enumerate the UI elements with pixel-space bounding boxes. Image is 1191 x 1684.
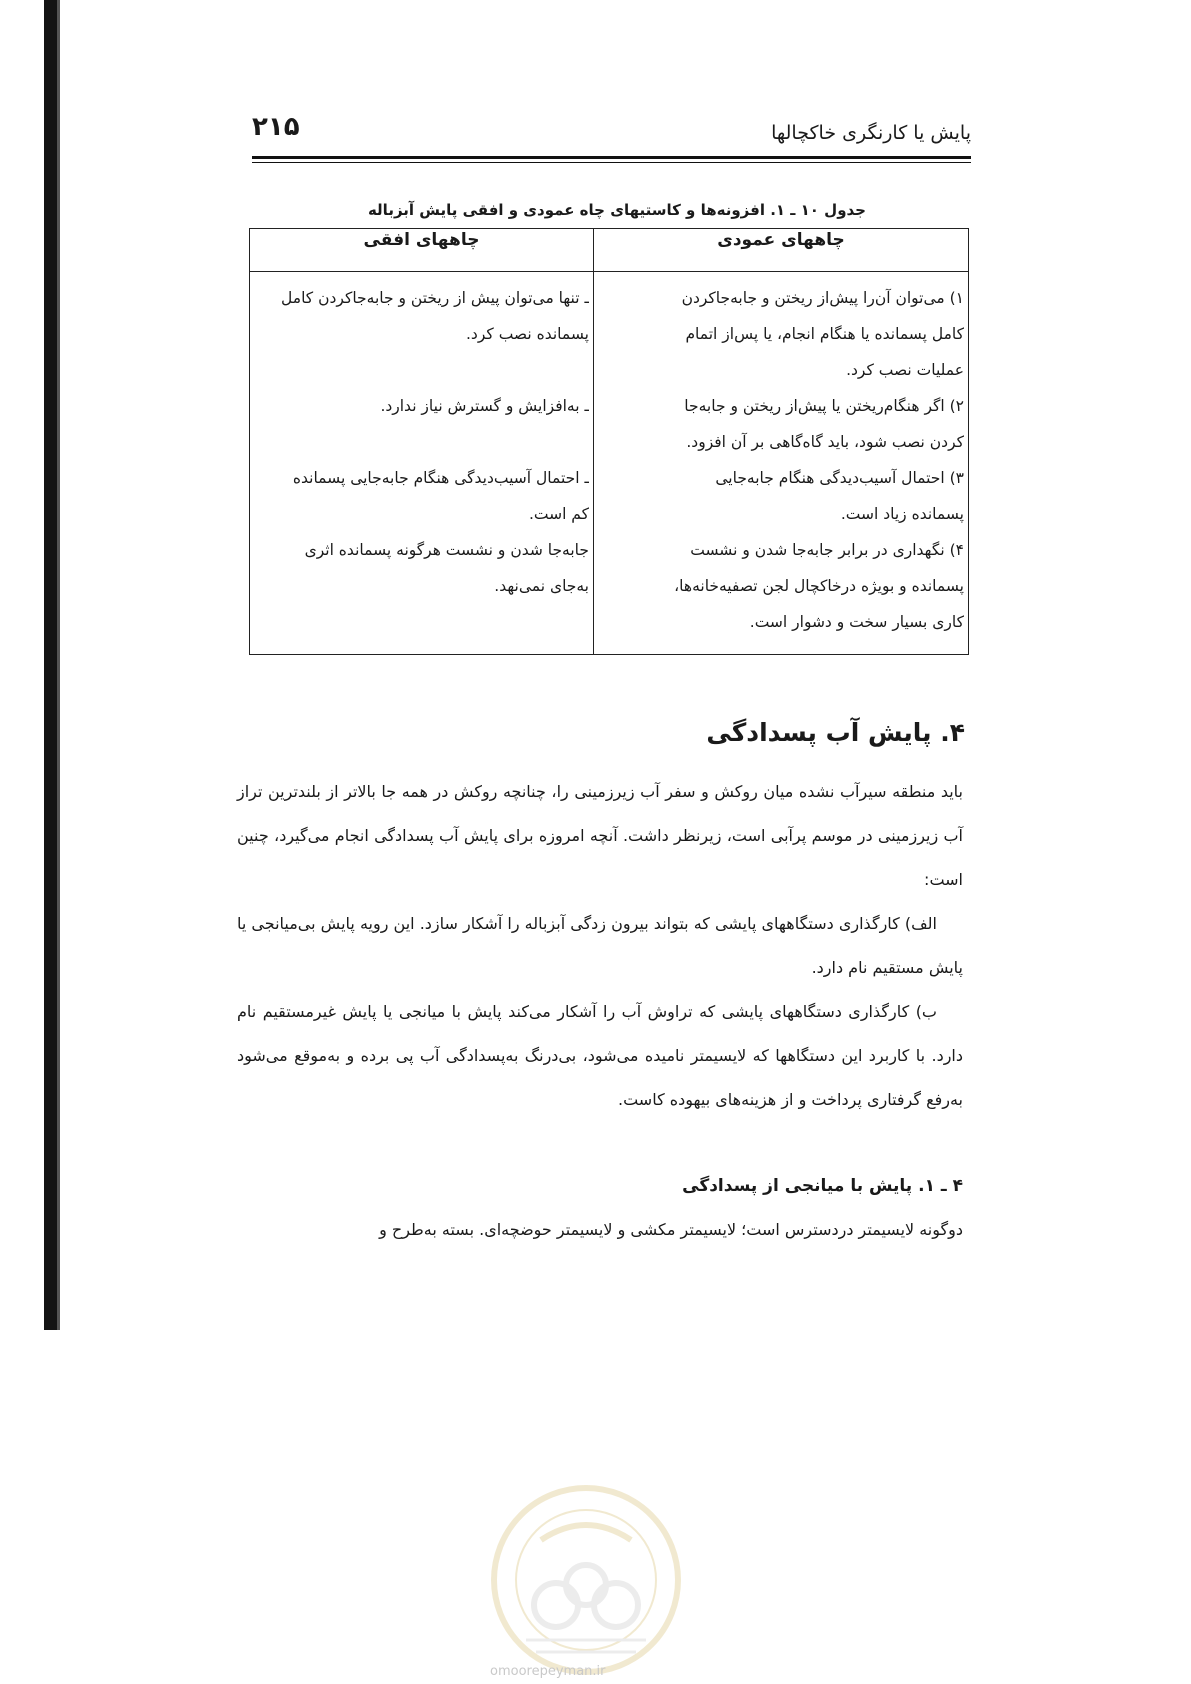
- cell-line: ـ احتمال آسیب‌دیدگی هنگام جابه‌جایی پسمانده: [292, 469, 589, 487]
- paragraph: باید منطقه سیرآب نشده میان روکش و سفر آب زیرزمینی را، چنانچه روکش در همه جا بالاتر از بلندترین تراز آب زیرزمینی در موسم پرآبی است، زیرنظر داشت. آنچه امروزه برای پایش آب پسدادگی انجام می‌گیرد، چنین است:: [237, 782, 963, 889]
- page-number: ۲۱۵: [252, 112, 300, 142]
- watermark-url: omoorepeyman.ir: [490, 1664, 606, 1679]
- cell-line: به‌جای نمی‌نهد.: [494, 577, 589, 595]
- comparison-table: [249, 228, 969, 655]
- cell-line: عملیات نصب کرد.: [846, 361, 964, 379]
- cell-line: کاری بسیار سخت و دشوار است.: [749, 613, 964, 631]
- header-vertical-wells: چاههای عمودی: [594, 229, 969, 272]
- cell-line: ۲) اگر هنگام‌ریختن یا پیش‌از ریختن و جابه‌جا: [684, 397, 964, 415]
- table-cell-horizontal: [250, 272, 594, 655]
- cell-line: پسمانده و بویژه درخاکچال لجن تصفیه‌خانه‌ها،: [674, 577, 964, 595]
- cell-line: جابه‌جا شدن و نشست هرگونه پسمانده اثری: [304, 541, 589, 559]
- cell-line: ـ به‌افزایش و گسترش نیاز ندارد.: [380, 397, 589, 415]
- paragraph: الف) کارگذاری دستگاههای پایشی که بتواند بیرون زدگی آبزباله را آشکار سازد. این رویه پایش بی‌میانجی یا پایش مستقیم نام دارد.: [237, 914, 963, 977]
- cell-line: پسمانده زیاد است.: [840, 505, 964, 523]
- table-row: [250, 272, 969, 655]
- cell-line: پسمانده نصب کرد.: [466, 325, 589, 343]
- paragraph: دوگونه لایسیمتر دردسترس است؛ لایسیمتر مکشی و لایسیمتر حوضچه‌ای. بسته به‌طرح و: [379, 1220, 963, 1239]
- cell-line: کامل پسمانده یا هنگام انجام، یا پس‌از اتمام: [685, 325, 964, 343]
- table-caption: جدول ۱۰ ـ ۱. افزونه‌ها و کاستیهای چاه عمودی و افقی پایش آبزباله: [367, 201, 866, 219]
- publisher-seal-icon: [486, 1480, 686, 1680]
- binding-edge: [44, 0, 57, 1330]
- running-header: [252, 112, 971, 152]
- header-rule: [252, 156, 971, 159]
- subsection-body: [237, 1208, 963, 1252]
- cell-line: ـ تنها می‌توان پیش از ریختن و جابه‌جاکردن کامل: [281, 289, 589, 307]
- paragraph: ب) کارگذاری دستگاههای پایشی که تراوش آب را آشکار می‌کند پایش با میانجی یا پایش غیرمستقیم نام دارد. با کاربرد این دستگاهها که لایسیمتر نامیده می‌شود، بی‌درنگ به‌پسدادگی آب پی برده و به‌موقع می‌شود به‌رفع گرفتاری پرداخت و از هزینه‌های بیهوده کاست.: [237, 1002, 963, 1109]
- cell-line: کم است.: [528, 505, 589, 523]
- table-cell-vertical: [594, 272, 969, 655]
- cell-line: کردن نصب شود، باید گاه‌گاهی بر آن افزود.: [686, 433, 964, 451]
- cell-line: ۱) می‌توان آن‌را پیش‌از ریختن و جابه‌جاکردن: [681, 289, 964, 307]
- cell-line: ۴) نگهداری در برابر جابه‌جا شدن و نشست: [690, 541, 964, 559]
- running-title: پایش یا کارنگری خاکچالها: [771, 122, 971, 144]
- table-header-row: [250, 229, 969, 272]
- header-rule-thin: [252, 162, 971, 163]
- cell-line: ۳) احتمال آسیب‌دیدگی هنگام جابه‌جایی: [715, 469, 964, 487]
- section-body: [237, 770, 963, 1122]
- section-heading: ۴. پایش آب پسدادگی: [706, 718, 965, 747]
- subsection-heading: ۴ ـ ۱. پایش با میانجی از پسدادگی: [682, 1176, 963, 1196]
- header-horizontal-wells: چاههای افقی: [250, 229, 594, 272]
